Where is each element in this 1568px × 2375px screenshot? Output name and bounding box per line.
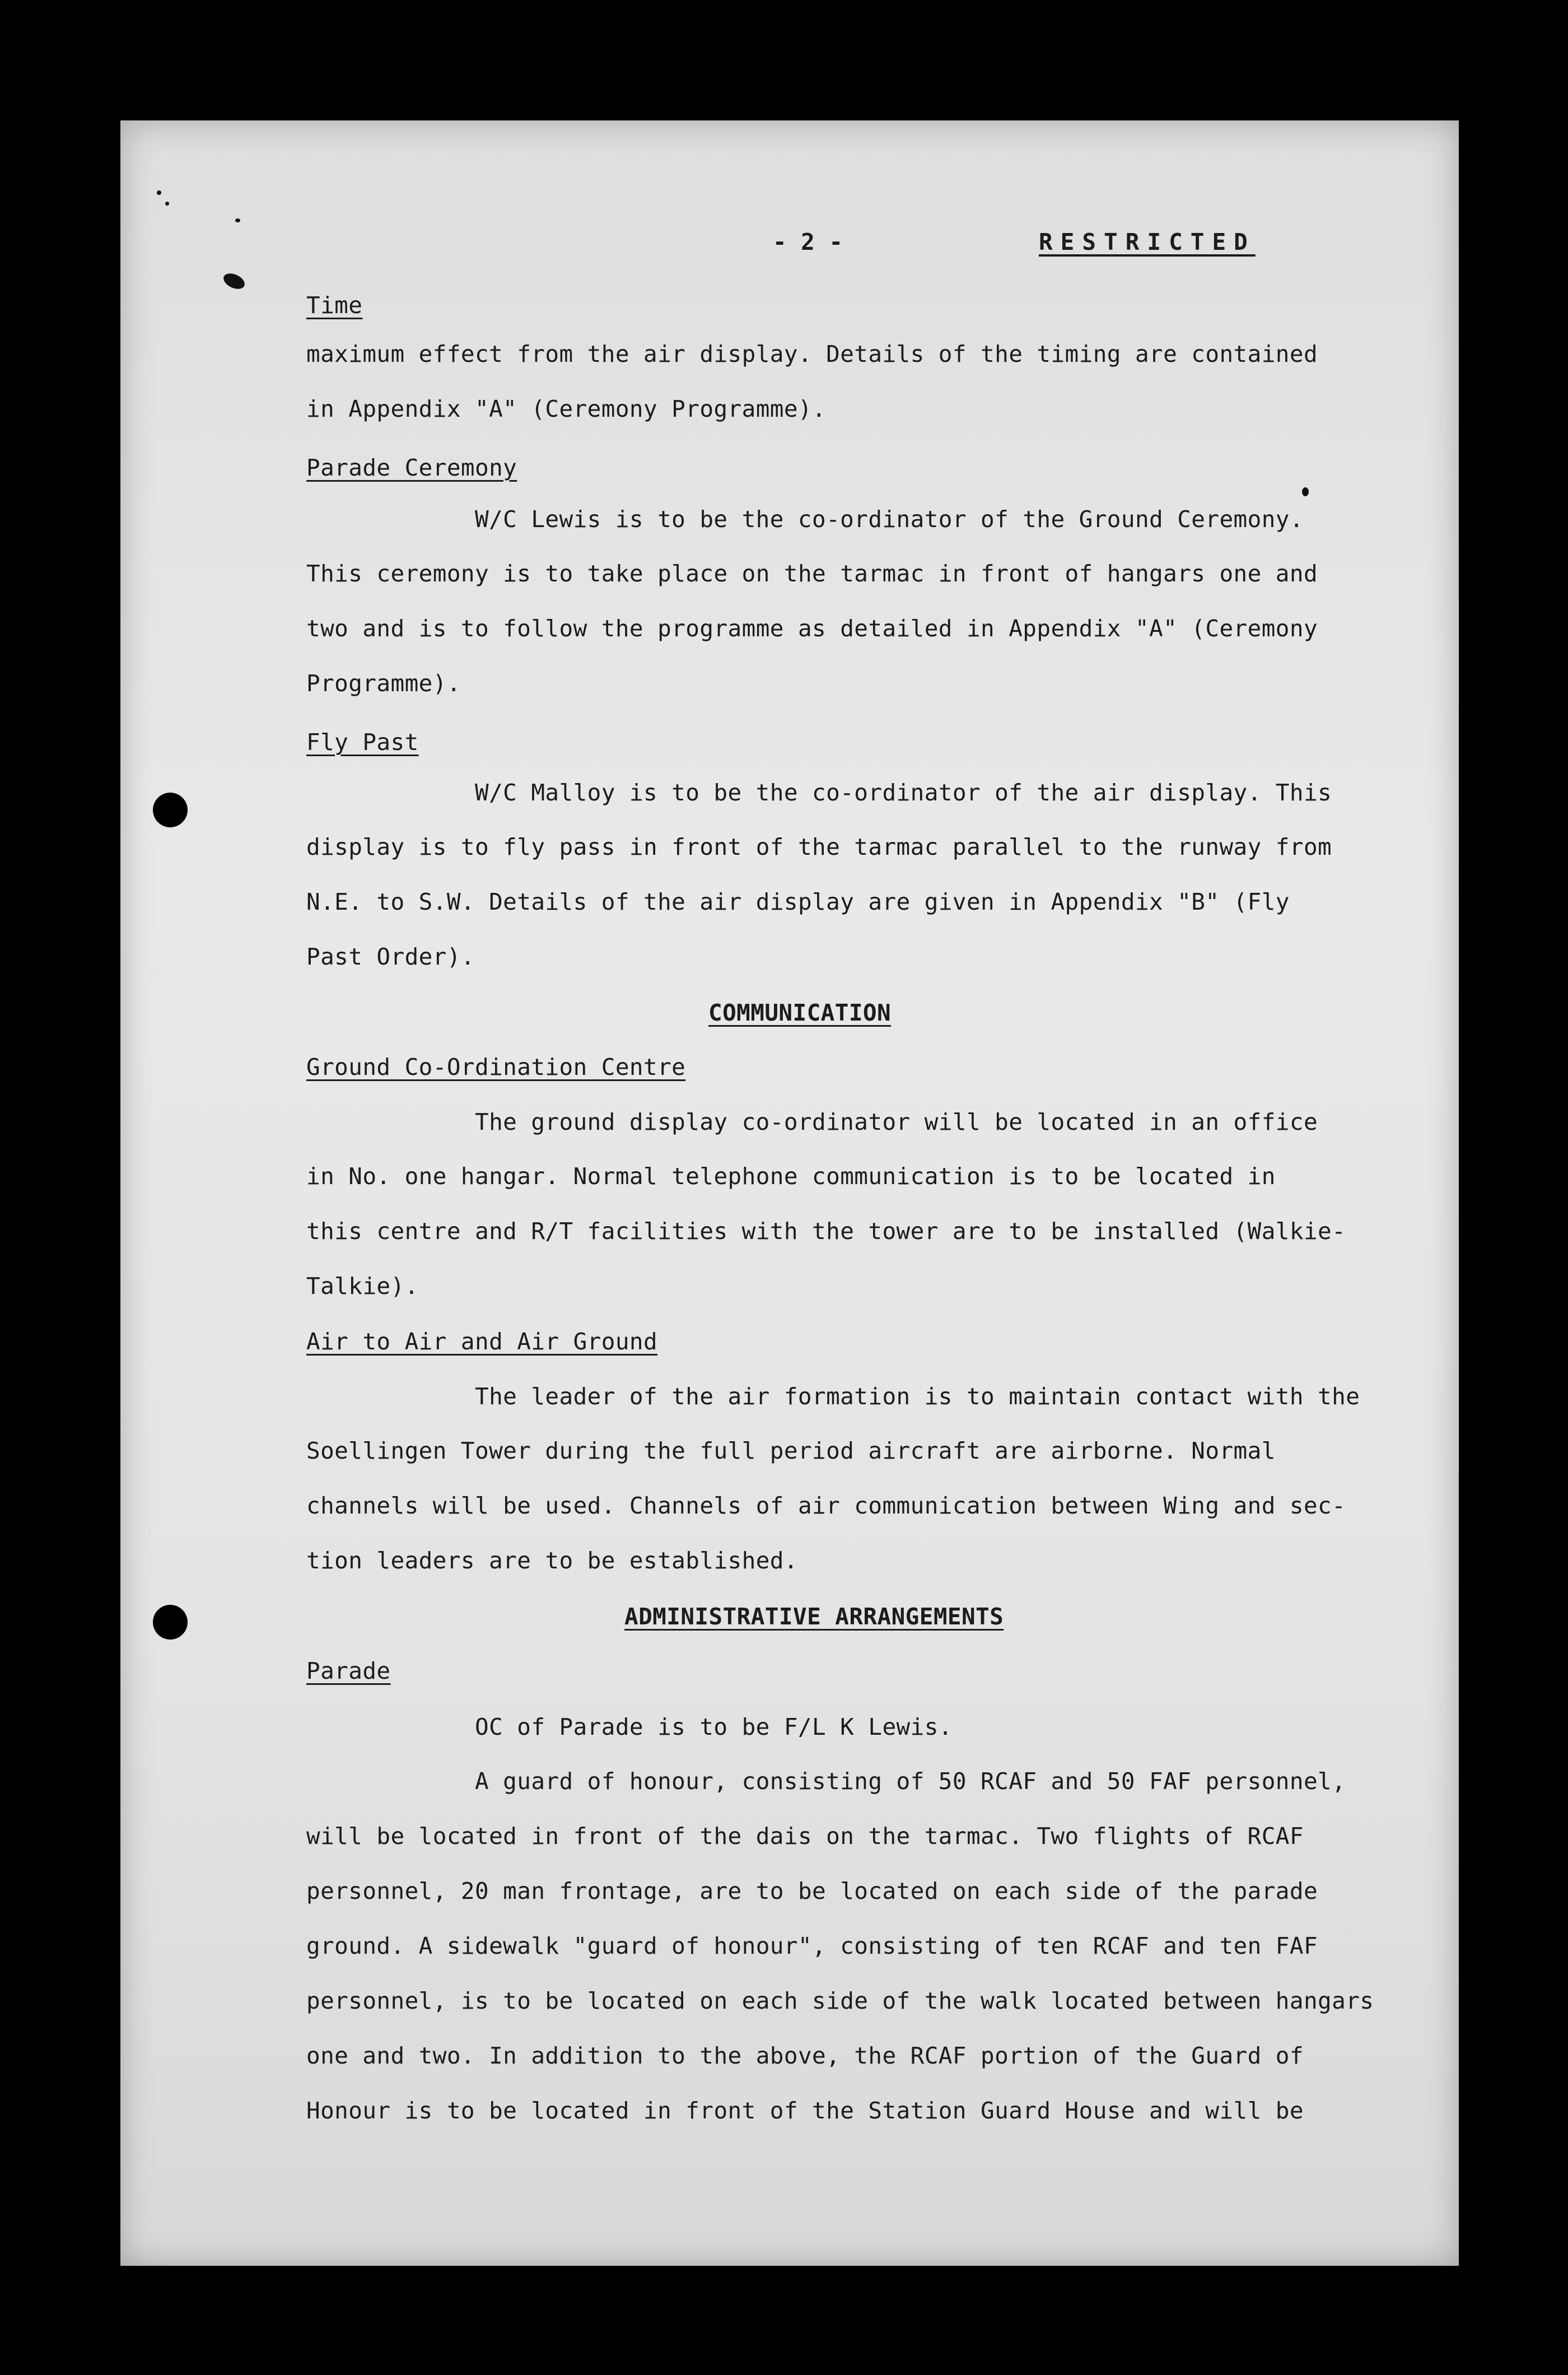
body-line: ground. A sidewalk "guard of honour", consisting of ten RCAF and ten FAF [306, 1932, 1318, 1959]
body-line: The leader of the air formation is to maintain contact with the [475, 1383, 1360, 1410]
body-line: The ground display co-ordinator will be located in an office [475, 1109, 1318, 1135]
classification-marking: RESTRICTED [1039, 229, 1256, 255]
body-line: This ceremony is to take place on the tarmac in front of hangars one and [306, 560, 1318, 587]
body-line: W/C Malloy is to be the co-ordinator of the air display. This [475, 779, 1332, 806]
ink-dot [1302, 487, 1309, 496]
body-line: one and two. In addition to the above, the RCAF portion of the Guard of [306, 2042, 1304, 2069]
section-heading-air-to-air: Air to Air and Air Ground [306, 1328, 658, 1355]
body-line: Programme). [306, 670, 461, 697]
punch-hole-upper [153, 793, 188, 827]
body-line: N.E. to S.W. Details of the air display are given in Appendix "B" (Fly [306, 888, 1290, 915]
ink-dot [165, 202, 169, 206]
punch-hole-lower [153, 1605, 188, 1640]
body-line: OC of Parade is to be F/L K Lewis. [475, 1713, 953, 1740]
ink-dot [235, 218, 240, 222]
major-heading-administrative: ADMINISTRATIVE ARRANGEMENTS [624, 1603, 1004, 1630]
section-heading-fly-past: Fly Past [306, 729, 419, 756]
body-line: W/C Lewis is to be the co-ordinator of the Ground Ceremony. [475, 506, 1304, 533]
body-line: will be located in front of the dais on the tarmac. Two flights of RCAF [306, 1823, 1304, 1850]
body-line: A guard of honour, consisting of 50 RCAF and 50 FAF personnel, [475, 1768, 1346, 1795]
body-line: Talkie). [306, 1273, 419, 1300]
body-line: in No. one hangar. Normal telephone communication is to be located in [306, 1163, 1276, 1190]
body-line: in Appendix "A" (Ceremony Programme). [306, 395, 827, 422]
section-heading-time: Time [306, 292, 363, 319]
major-heading-communication: COMMUNICATION [708, 999, 892, 1026]
section-heading-parade: Parade [306, 1657, 391, 1684]
body-line: tion leaders are to be established. [306, 1547, 798, 1574]
body-line: this centre and R/T facilities with the tower are to be installed (Walkie- [306, 1218, 1346, 1245]
body-line: personnel, 20 man frontage, are to be located on each side of the parade [306, 1878, 1318, 1904]
body-line: channels will be used. Channels of air communication between Wing and sec- [306, 1492, 1346, 1519]
body-line: Past Order). [306, 943, 475, 970]
section-heading-parade-ceremony: Parade Ceremony [306, 454, 517, 481]
body-line: Honour is to be located in front of the Station Guard House and will be [306, 2097, 1304, 2124]
body-line: personnel, is to be located on each side of the walk located between hangars [306, 1987, 1374, 2014]
ink-dot [157, 190, 161, 195]
page-number: - 2 - [773, 229, 843, 255]
body-line: Soellingen Tower during the full period aircraft are airborne. Normal [306, 1437, 1276, 1464]
body-line: maximum effect from the air display. Details of the timing are contained [306, 341, 1318, 367]
section-heading-ground-coordination: Ground Co-Ordination Centre [306, 1054, 686, 1081]
body-line: two and is to follow the programme as detailed in Appendix "A" (Ceremony [306, 615, 1318, 642]
body-line: display is to fly pass in front of the tarmac parallel to the runway from [306, 833, 1332, 860]
ink-mark [221, 271, 247, 292]
